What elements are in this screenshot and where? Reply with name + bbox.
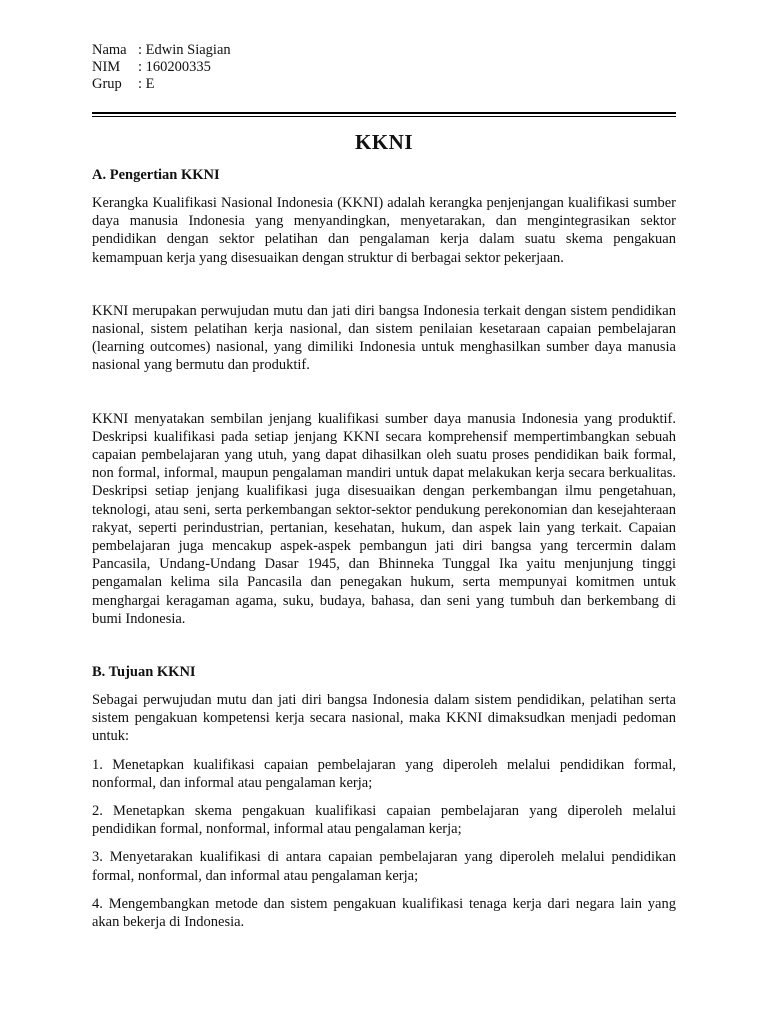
section-a-paragraph: KKNI merupakan perwujudan mutu dan jati diri bangsa Indonesia terkait dengan sistem pendidikan nasional, sistem pelatihan kerja nasional, dan sistem penilaian kesetaraan capaian pembelajaran (learning outcomes) nasional, yang dimiliki Indonesia untuk menghasilkan sumber daya manusia nasional yang bermutu dan produktif. <box>92 302 676 374</box>
section-a-heading: A. Pengertian KKNI <box>92 167 220 183</box>
header-divider-thin <box>92 116 676 117</box>
nim-value: : 160200335 <box>138 59 211 75</box>
group-value: : E <box>138 76 155 92</box>
section-b-heading: B. Tujuan KKNI <box>92 664 196 681</box>
group-row <box>92 76 231 93</box>
group-label: Grup <box>92 76 122 92</box>
name-value: : Edwin Siagian <box>138 42 231 58</box>
list-item: 4. Mengembangkan metode dan sistem pengakuan kualifikasi tenaga kerja dari negara lain yang akan bekerja di Indonesia. <box>92 895 676 931</box>
student-info <box>92 42 231 93</box>
name-label: Nama <box>92 42 127 58</box>
section-a-paragraph: KKNI menyatakan sembilan jenjang kualifikasi sumber daya manusia Indonesia yang produktif. Deskripsi kualifikasi pada setiap jenjang KKNI secara komprehensif mempertimbangkan sebuah capaian pembelajaran yang utuh, yang dapat dihasilkan oleh suatu proses pendidikan baik formal, non formal, informal, maupun pengalaman mandiri untuk dapat melakukan kerja secara berkualitas. Deskripsi setiap jenjang kualifikasi juga disesuaikan dengan perkembangan ilmu pengetahuan, teknologi, atau seni, serta perkembangan sektor-sektor pendukung perekonomian dan kesejahteraan rakyat, seperti perindustrian, pertanian, kesehatan, hukum, dan aspek lain yang terkait. Capaian pembelajaran juga mencakup aspek-aspek pembangun jati diri bangsa yang tercermin dalam Pancasila, Undang-Undang Dasar 1945, dan Bhinneka Tunggal Ika yaitu menjunjung tinggi pengamalan kelima sila Pancasila dan penegakan hukum, serta mempunyai komitmen untuk menghargai keragaman agama, suku, budaya, bahasa, dan seni yang tumbuh dan berkembang di bumi Indonesia. <box>92 410 676 627</box>
header-divider-thick <box>92 112 676 114</box>
list-item: 3. Menyetarakan kualifikasi di antara capaian pembelajaran yang diperoleh melalui pendidikan formal, nonformal, dan informal atau pengalaman kerja; <box>92 849 676 884</box>
section-a-paragraph: Kerangka Kualifikasi Nasional Indonesia (KKNI) adalah kerangka penjenjangan kualifikasi sumber daya manusia Indonesia yang menyandingkan, menyetarakan, dan mengintegrasikan sektor pendidikan dengan sektor pelatihan dan pengalaman kerja dalam suatu skema pengakuan kemampuan kerja yang disesuaikan dengan struktur di berbagai sektor pekerjaan. <box>92 195 676 266</box>
list-item: 2. Menetapkan skema pengakuan kualifikasi capaian pembelajaran yang diperoleh melalui pendidikan formal, nonformal, informal atau pengalaman kerja; <box>92 803 676 838</box>
nim-row <box>92 59 231 76</box>
list-item: 1. Menetapkan kualifikasi capaian pembelajaran yang diperoleh melalui pendidikan formal, nonformal, dan informal atau pengalaman kerja; <box>92 756 676 791</box>
section-b-intro: Sebagai perwujudan mutu dan jati diri bangsa Indonesia dalam sistem pendidikan, pelatihan serta sistem pengakuan kompetensi kerja secara nasional, maka KKNI dimaksudkan menjadi pedoman untuk: <box>92 692 676 745</box>
document-title: KKNI <box>354 130 413 154</box>
document-body <box>92 166 676 931</box>
nim-label: NIM <box>92 59 121 75</box>
name-row <box>92 42 231 59</box>
